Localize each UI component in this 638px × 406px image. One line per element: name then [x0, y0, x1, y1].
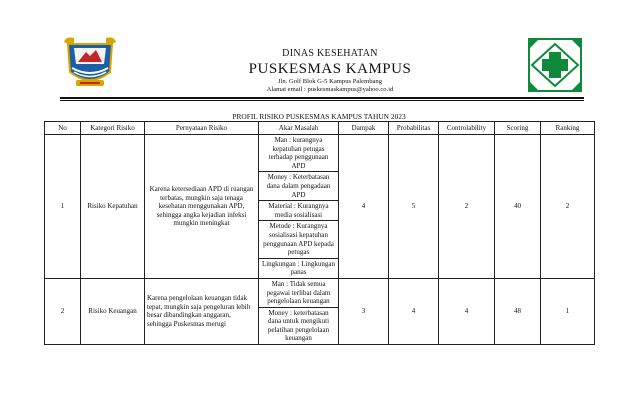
- header-root-cause: Akar Masalah: [259, 122, 339, 135]
- header-ranking: Ranking: [541, 122, 595, 135]
- header-category: Kategori Risiko: [81, 122, 145, 135]
- scoring-value: 40: [495, 135, 541, 279]
- letterhead-rule-thin: [60, 100, 584, 101]
- risk-profile-table: [44, 121, 595, 345]
- header-no: No: [45, 122, 81, 135]
- risk-statement: Karena pengelolaan keuangan tidak tepat, mungkin saja pengeluran lebih besar dibandingkan anggaran, sehingga Puskesmas merugi: [145, 278, 259, 344]
- department-name: DINAS KESEHATAN: [282, 48, 378, 59]
- root-cause: Man : Tidak semua pegawai terlibat dalam pengelolaan keuangan: [259, 278, 339, 307]
- header-statement: Pernyataan Risiko: [145, 122, 259, 135]
- document-title: PROFIL RISIKO PUSKESMAS KAMPUS TAHUN 2023: [232, 112, 406, 121]
- palembang-city-crest-icon: [60, 34, 120, 92]
- letterhead-rule: [60, 97, 584, 99]
- risk-category: Risiko Kepatuhan: [81, 135, 145, 279]
- address-line: Jln. Golf Blok G-5 Kampus Palembang: [277, 78, 383, 85]
- root-cause: Metode : Kurangnya sosialisasi kepatuhan penggunaan APD kepada petugas: [259, 221, 339, 258]
- header-scoring: Scoring: [495, 122, 541, 135]
- probabilitas-value: 4: [389, 278, 439, 344]
- risk-statement: Karena ketersediaan APD di ruangan terbatas, mungkin saja tenaga kesehatan menggunakan APD, sehingga angka kejadian infeksi mungkin meningkat: [145, 135, 259, 279]
- root-cause: Lingkungan : Lingkungan panas: [259, 258, 339, 278]
- puskesmas-green-cross-icon: [528, 38, 582, 92]
- table-row: [45, 135, 595, 172]
- row-no: 1: [45, 135, 81, 279]
- risk-category: Risiko Keuangan: [81, 278, 145, 344]
- root-cause: Money : keterbatasan dana untuk mengikuti pelatihan pengelolaan keuangan: [259, 307, 339, 344]
- dampak-value: 3: [339, 278, 389, 344]
- root-cause: Man : kurangnya kepatuhan petugas terhadap penggunaan APD: [259, 135, 339, 172]
- table-header-row: [45, 122, 595, 135]
- root-cause: Material : Kurangnya media sosialisasi: [259, 201, 339, 221]
- controlability-value: 4: [439, 278, 495, 344]
- email-line: Alamat email : puskesmaskampus@yahoo.co.id: [266, 86, 394, 93]
- root-cause: Money : Keterbatasan dana dalam pengadaan APD: [259, 172, 339, 201]
- institution-name: PUSKESMAS KAMPUS: [248, 61, 412, 77]
- table-row: [45, 278, 595, 307]
- ranking-value: 2: [541, 135, 595, 279]
- header-probabilitas: Probabilitas: [389, 122, 439, 135]
- scoring-value: 48: [495, 278, 541, 344]
- controlability-value: 2: [439, 135, 495, 279]
- row-no: 2: [45, 278, 81, 344]
- header-controlability: Controlability: [439, 122, 495, 135]
- probabilitas-value: 5: [389, 135, 439, 279]
- ranking-value: 1: [541, 278, 595, 344]
- header-dampak: Dampak: [339, 122, 389, 135]
- letterhead: [190, 48, 470, 94]
- dampak-value: 4: [339, 135, 389, 279]
